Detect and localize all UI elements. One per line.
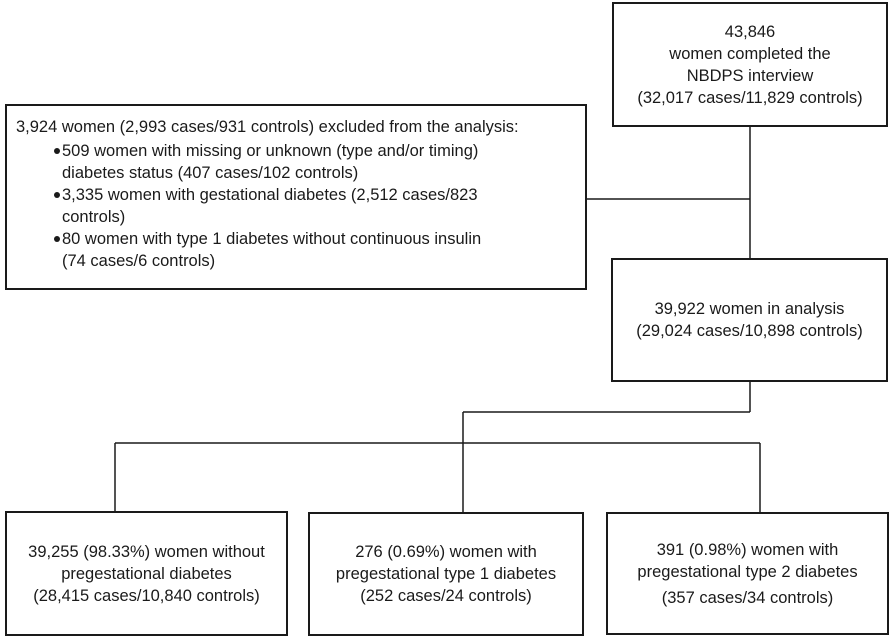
analysis-box — [611, 258, 888, 382]
excluded-item-line: (74 cases/6 controls) — [62, 252, 216, 270]
type2-line-1: 391 (0.98%) women with — [656, 540, 839, 559]
excluded-list — [16, 140, 575, 272]
excluded-title: 3,924 women (2,993 cases/931 controls) excluded from the analysis: — [16, 118, 519, 136]
interview-line-3: NBDPS interview — [686, 66, 814, 85]
excluded-item-line: controls) — [62, 208, 126, 226]
excluded-item-type1-no-insulin — [16, 228, 575, 272]
analysis-line-1: 39,922 women in analysis — [654, 300, 845, 318]
type2-line-2: pregestational type 2 diabetes — [637, 562, 858, 581]
without-line-3: (28,415 cases/10,840 controls) — [33, 586, 260, 605]
excluded-box — [5, 104, 587, 290]
excluded-item-line: 3,335 women with gestational diabetes (2,512 cases/823 — [62, 186, 478, 204]
excluded-item-line: 80 women with type 1 diabetes without continuous insulin — [62, 230, 482, 248]
interview-box — [612, 2, 888, 127]
analysis-line-2: (29,024 cases/10,898 controls) — [636, 322, 863, 340]
type2-diabetes-box — [606, 512, 889, 635]
without-line-2: pregestational diabetes — [61, 564, 232, 583]
type1-line-2: pregestational type 1 diabetes — [335, 565, 557, 583]
type2-line-3: (357 cases/34 controls) — [661, 588, 834, 607]
type1-line-1: 276 (0.69%) women with — [355, 543, 537, 561]
type1-diabetes-box — [308, 512, 584, 636]
excluded-item-missing — [16, 140, 575, 184]
interview-line-4: (32,017 cases/11,829 controls) — [637, 88, 863, 107]
excluded-item-gestational — [16, 184, 575, 228]
type1-line-3: (252 cases/24 controls) — [360, 587, 532, 605]
excluded-item-line: diabetes status (407 cases/102 controls) — [62, 164, 359, 182]
bullet-icon — [54, 192, 60, 198]
without-diabetes-box — [5, 511, 288, 636]
bullet-icon — [54, 236, 60, 242]
interview-count: 43,846 — [724, 22, 776, 41]
interview-line-2: women completed the — [669, 44, 831, 63]
without-line-1: 39,255 (98.33%) women without — [28, 542, 265, 561]
bullet-icon — [54, 148, 60, 154]
excluded-item-line: 509 women with missing or unknown (type and/or timing) — [62, 142, 479, 160]
